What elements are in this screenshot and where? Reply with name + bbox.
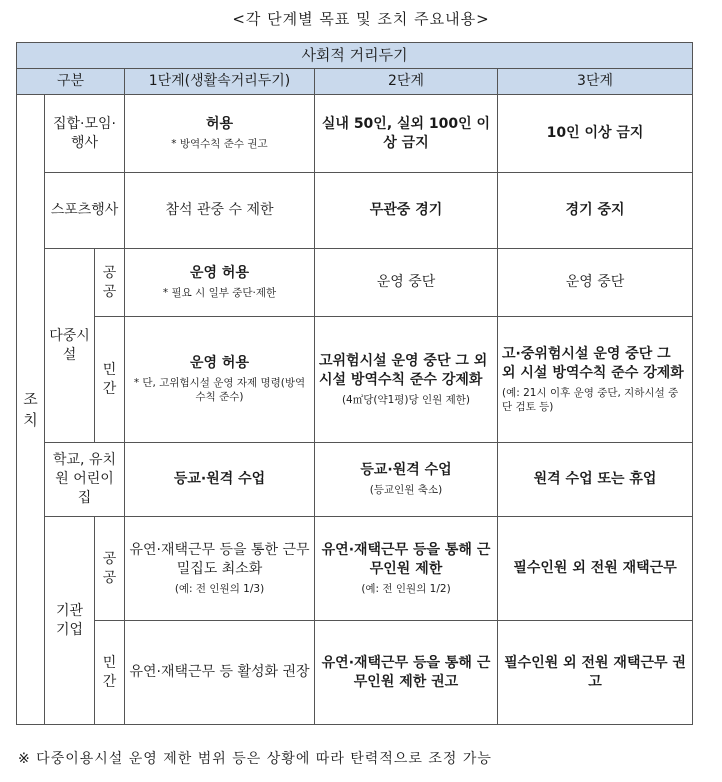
cell-org-private-stage1: 유연·재택근무 등 활성화 권장 — [125, 621, 315, 725]
multi-private-stage3-note: (예: 21시 이후 운영 중단, 지하시설 중단 검토 등) — [502, 386, 679, 413]
multi-private-stage2-note: (4㎡당(약1평)당 인원 제한) — [341, 393, 471, 406]
cell-multi-public-stage2: 운영 중단 — [315, 249, 498, 317]
cell-org-private-stage3: 필수인원 외 전원 재택근무 권고 — [498, 621, 693, 725]
multi-public-stage1-text: 운영 허용 — [190, 265, 249, 282]
page-title: <각 단계별 목표 및 조치 주요내용> — [232, 10, 490, 28]
cell-sports-stage1: 참석 관중 수 제한 — [125, 173, 315, 249]
gathering-stage1-note: * 방역수칙 준수 권고 — [171, 138, 268, 151]
header-stage3: 3단계 — [498, 69, 693, 95]
multi-private-stage2-text: 고위험시설 운영 중단 그 외 시설 방역수칙 준수 강제화 — [319, 353, 488, 388]
header-category: 구분 — [17, 69, 125, 95]
cell-gathering-stage2: 실내 50인, 실외 100인 이상 금지 — [315, 95, 498, 173]
header-stage2: 2단계 — [315, 69, 498, 95]
header-stage1: 1단계(생활속거리두기) — [125, 69, 315, 95]
side-label: 조치 — [17, 95, 45, 725]
cell-sports-stage2: 무관중 경기 — [315, 173, 498, 249]
cell-gathering-stage1 — [125, 95, 315, 173]
measures-table — [16, 42, 693, 725]
row-label-sports: 스포츠행사 — [45, 173, 125, 249]
cell-multi-private-stage1 — [125, 317, 315, 443]
cell-school-stage3: 원격 수업 또는 휴업 — [498, 443, 693, 517]
cell-multi-private-stage3 — [498, 317, 693, 443]
row-label-multi-public: 공공 — [95, 249, 125, 317]
org-public-stage2-note: (예: 전 인원의 1/2) — [361, 582, 451, 595]
cell-multi-public-stage1 — [125, 249, 315, 317]
school-stage2-note: (등교인원 축소) — [369, 484, 443, 497]
multi-public-stage1-note: * 필요 시 일부 중단·제한 — [162, 287, 277, 300]
cell-org-public-stage2 — [315, 517, 498, 621]
org-public-stage1-note: (예: 전 인원의 1/3) — [174, 582, 265, 595]
row-label-org-private: 민간 — [95, 621, 125, 725]
row-label-multi-private: 민간 — [95, 317, 125, 443]
multi-private-stage3-text: 고·중위험시설 운영 중단 그 외 시설 방역수칙 준수 강제화 — [502, 345, 684, 381]
gathering-stage1-text: 허용 — [205, 116, 234, 133]
multi-private-stage1-text: 운영 허용 — [190, 355, 249, 372]
header-main: 사회적 거리두기 — [17, 43, 693, 69]
cell-org-private-stage2: 유연·재택근무 등을 통해 근무인원 제한 권고 — [315, 621, 498, 725]
school-stage2-text: 등교·원격 수업 — [360, 462, 452, 479]
footnote: ※ 다중이용시설 운영 제한 범위 등은 상황에 따라 탄력적으로 조정 가능 — [18, 751, 492, 767]
org-public-stage1-text: 유연·재택근무 등을 통한 근무밀집도 최소화 — [129, 542, 310, 577]
cell-org-public-stage1 — [125, 517, 315, 621]
row-label-org-public: 공공 — [95, 517, 125, 621]
cell-school-stage1: 등교·원격 수업 — [125, 443, 315, 517]
cell-sports-stage3: 경기 중지 — [498, 173, 693, 249]
row-group-organization: 기관 기업 — [45, 517, 95, 725]
cell-school-stage2 — [315, 443, 498, 517]
row-label-gathering: 집합·모임·행사 — [45, 95, 125, 173]
multi-private-stage1-note: * 단, 고위험시설 운영 자제 명령(방역수칙 준수) — [133, 377, 306, 404]
row-label-school: 학교, 유치원 어린이집 — [45, 443, 125, 517]
cell-multi-public-stage3: 운영 중단 — [498, 249, 693, 317]
cell-org-public-stage3: 필수인원 외 전원 재택근무 — [498, 517, 693, 621]
cell-gathering-stage3: 10인 이상 금지 — [498, 95, 693, 173]
cell-multi-private-stage2 — [315, 317, 498, 443]
row-group-multi-facility: 다중시설 — [45, 249, 95, 443]
org-public-stage2-text: 유연·재택근무 등을 통해 근무인원 제한 — [321, 542, 491, 577]
